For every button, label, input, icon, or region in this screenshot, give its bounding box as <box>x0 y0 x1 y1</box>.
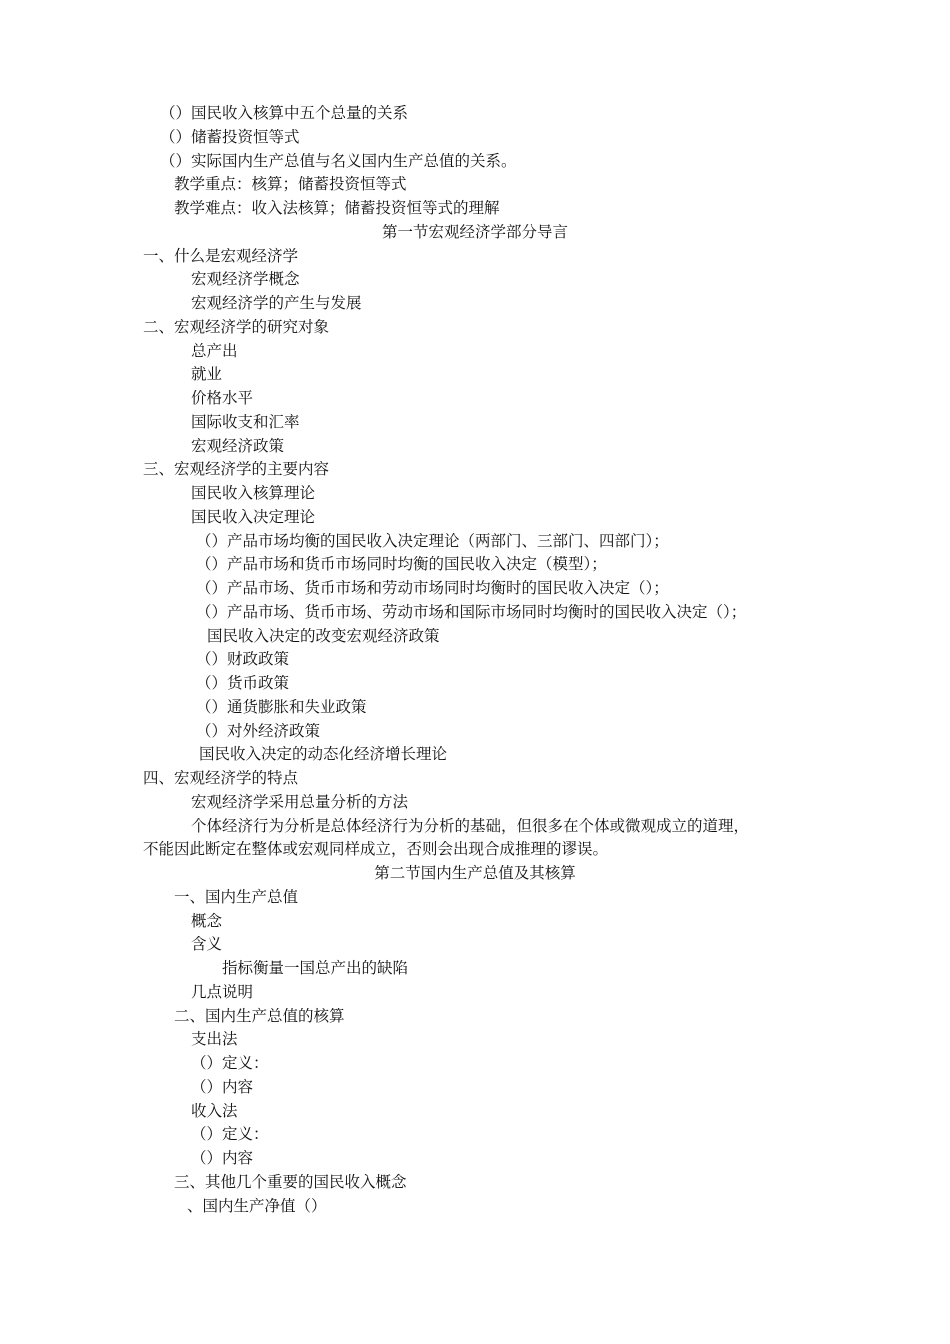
text-line: 国民收入决定的动态化经济增长理论 <box>199 745 448 763</box>
text-line: 教学重点：核算；储蓄投资恒等式 <box>174 175 407 193</box>
text-line: 收入法 <box>191 1102 238 1120</box>
subsection-heading: 一、什么是宏观经济学 <box>143 247 299 265</box>
paragraph-line: 不能因此断定在整体或宏观同样成立，否则会出现合成推理的谬误。 <box>143 840 609 858</box>
text-line: 宏观经济学概念 <box>191 270 300 288</box>
text-line: 宏观经济政策 <box>191 437 285 455</box>
section-heading: 第一节宏观经济学部分导言 <box>381 223 568 241</box>
text-line: 总产出 <box>191 342 238 360</box>
text-line: （）产品市场、货币市场和劳动市场同时均衡时的国民收入决定（）； <box>196 579 669 597</box>
text-line: 国民收入核算理论 <box>191 484 316 502</box>
text-line: （）通货膨胀和失业政策 <box>196 698 367 716</box>
text-line: 概念 <box>191 912 223 930</box>
text-line: （）货币政策 <box>196 674 290 692</box>
subsection-heading: 一、国内生产总值 <box>174 888 299 906</box>
text-line: （）内容 <box>191 1078 254 1096</box>
text-line: （）内容 <box>191 1149 254 1167</box>
subsection-heading: 三、其他几个重要的国民收入概念 <box>174 1173 407 1191</box>
text-line: （）财政政策 <box>196 650 290 668</box>
text-line: （）定义： <box>191 1125 269 1143</box>
text-line: 国民收入决定理论 <box>191 508 316 526</box>
text-line: 、国内生产净值（） <box>187 1197 327 1215</box>
text-line: （）产品市场、货币市场、劳动市场和国际市场同时均衡时的国民收入决定（）； <box>196 603 747 621</box>
subsection-heading: 二、国内生产总值的核算 <box>174 1007 345 1025</box>
subsection-heading: 三、宏观经济学的主要内容 <box>143 460 330 478</box>
text-line: （）产品市场均衡的国民收入决定理论（两部门、三部门、四部门）； <box>196 532 669 550</box>
text-line: （）对外经济政策 <box>196 722 321 740</box>
text-line: 指标衡量一国总产出的缺陷 <box>222 959 409 977</box>
text-line: （）实际国内生产总值与名义国内生产总值的关系。 <box>160 152 517 170</box>
subsection-heading: 四、宏观经济学的特点 <box>143 769 299 787</box>
text-line: 含义 <box>191 935 223 953</box>
paragraph-line: 个体经济行为分析是总体经济行为分析的基础，但很多在个体或微观成立的道理， <box>191 817 750 835</box>
subsection-heading: 二、宏观经济学的研究对象 <box>143 318 330 336</box>
text-line: 国民收入决定的改变宏观经济政策 <box>207 627 440 645</box>
text-line: （）产品市场和货币市场同时均衡的国民收入决定（模型）； <box>196 555 607 573</box>
text-line: 就业 <box>191 365 223 383</box>
text-line: 教学难点：收入法核算；储蓄投资恒等式的理解 <box>174 199 500 217</box>
section-heading: 第二节国内生产总值及其核算 <box>374 864 576 882</box>
text-line: 几点说明 <box>191 983 254 1001</box>
text-line: 支出法 <box>191 1030 238 1048</box>
text-line: 国际收支和汇率 <box>191 413 300 431</box>
text-line: 宏观经济学的产生与发展 <box>191 294 362 312</box>
text-line: （）定义： <box>191 1054 269 1072</box>
text-line: 宏观经济学采用总量分析的方法 <box>191 793 409 811</box>
text-line: 价格水平 <box>191 389 254 407</box>
text-line: （）国民收入核算中五个总量的关系 <box>160 104 409 122</box>
text-line: （）储蓄投资恒等式 <box>160 128 300 146</box>
